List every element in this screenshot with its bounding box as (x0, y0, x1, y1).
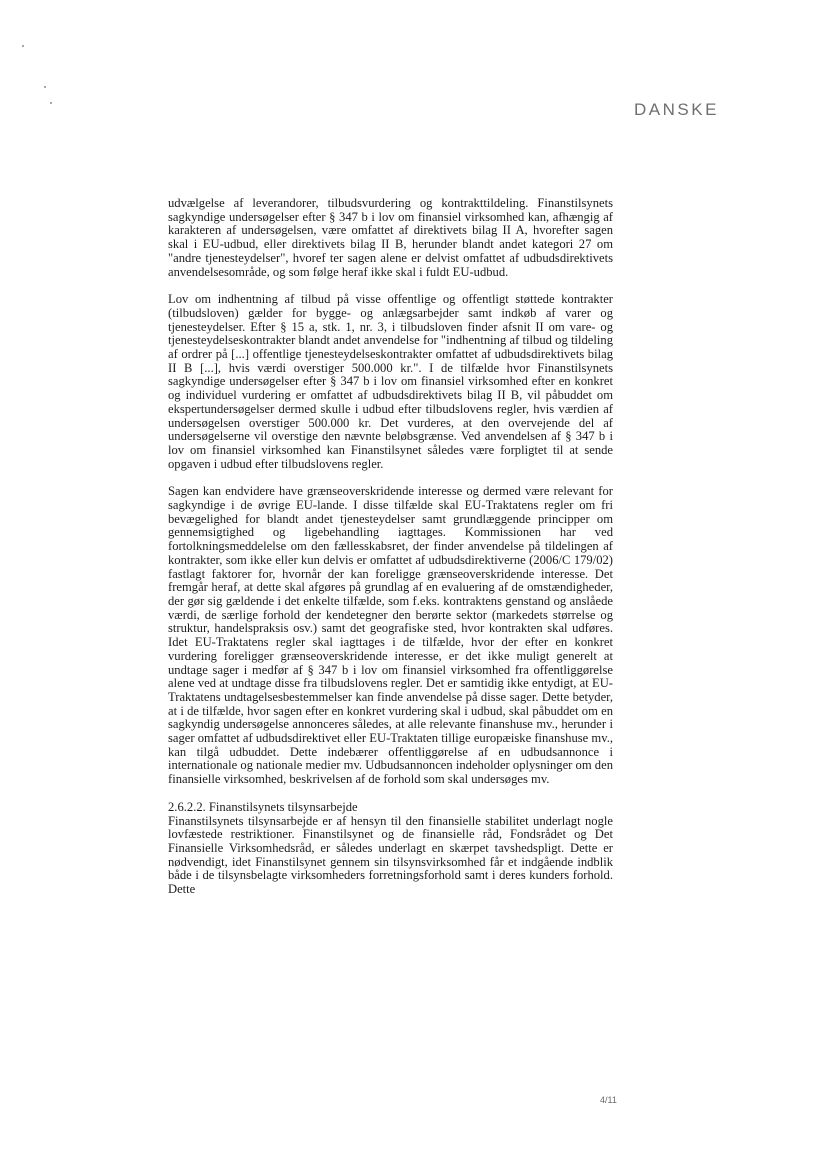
paragraph: udvælgelse af leverandorer, tilbudsvurdering og kontrakttildeling. Finanstilsynets sagkyndige undersøgelser efter § 347 b i lov om finansiel virksomhed kan, afhængig af karakteren af undersøgelsen, være omfattet af direktivets bilag II A, hvorefter sagen skal i EU-udbud, eller direktivets bilag II B, herunder blandt andet kategori 27 om "andre tjenesteydelser", hvoref ter sagen alene er delvist omfattet af udbudsdirektivets anvendelsesområde, og som følge heraf ikke skal i fuldt EU-udbud. (168, 196, 613, 279)
paragraph: Lov om indhentning af tilbud på visse offentlige og offentligt støttede kontrakter (tilbudsloven) gælder for bygge- og anlægsarbejder samt indkøb af varer og tjenesteydelser. Efter § 15 a, stk. 1, nr. 3, i tilbudsloven finder afsnit II om vare- og tjenesteydelseskontrakter blandt andet anvendelse for "indhentning af tilbud og tildeling af ordrer på [...] offentlige tjenesteydelseskontrakter omfattet af udbudsdirektivets bilag II B [...], hvis værdi overstiger 500.000 kr.". I de tilfælde hvor Finanstilsynets sagkyndige undersøgelser efter § 347 b i lov om finansiel virksomhed efter en konkret og individuel vurdering er omfattet af udbudsdirektivets bilag II B, vil påbuddet om ekspertundersøgelser dermed skulle i udbud efter tilbudslovens regler, hvis værdien af undersøgelsen overstiger 500.000 kr. Det vurderes, at den overvejende del af undersøgelserne vil overstige den nævnte beløbsgrænse. Ved anvendelsen af § 347 b i lov om finansiel virksomhed kan Finanstilsynet således være forpligtet til at sende opgaven i udbud efter tilbudslovens regler. (168, 292, 613, 471)
scan-speck (44, 86, 46, 88)
scan-speck (50, 102, 52, 104)
paragraph: Sagen kan endvidere have grænseoverskridende interesse og dermed være relevant for sagkyndige i de øvrige EU-lande. I disse tilfælde skal EU-Traktatens regler om fri bevægelighed for blandt andet tjenesteydelser samt grundlæggende principper om gennemsigtighed og ligebehandling iagttages. Kommissionen har ved fortolkningsmeddelelse om den fællesskabsret, der finder anvendelse på tildelingen af kontrakter, som ikke eller kun delvis er omfattet af udbudsdirektiverne (2006/C 179/02) fastlagt faktorer for, hvornår der kan foreligge grænseoverskridende interesse. Det fremgår heraf, at dette skal afgøres på grundlag af en evaluering af de omstændigheder, der gør sig gældende i det enkelte tilfælde, som f.eks. kontraktens genstand og anslåede værdi, de særlige forhold der kendetegner den berørte sektor (markedets størrelse og struktur, handelspraksis osv.) samt det geografiske sted, hvor kontrakten skal udføres. Idet EU-Traktatens regler skal iagttages i de tilfælde, hvor der efter en konkret vurdering foreligger grænseoverskridende interesse, er det ikke muligt generelt at undtage sager i medfør af § 347 b i lov om finansiel virksomhed fra offentliggørelse alene ved at undtage disse fra tilbudslovens regler. Det er samtidig ikke entydigt, at EU-Traktatens undtagelsesbestemmelser kan finde anvendelse på disse sager. Dette betyder, at i de tilfælde, hvor sagen efter en konkret vurdering skal i udbud, skal påbuddet om en sagkyndig undersøgelse annonceres således, at alle relevante finanshuse mv., herunder i sager omfattet af udbudsdirektivet eller EU-Traktaten tillige europæiske finanshuse mv., kan tilgå udbuddet. Dette indebærer offentliggørelse af en udbudsannonce i internationale og nationale medier mv. Udbudsannoncen indeholder oplysninger om den finansielle virksomhed, beskrivelsen af de forhold som skal undersøges mv. (168, 484, 613, 787)
brand-logo-text: DANSKE (634, 100, 719, 119)
scan-speck (22, 45, 24, 47)
document-body (168, 197, 613, 897)
paragraph: Finanstilsynets tilsynsarbejde er af hensyn til den finansielle stabilitet underlagt nogle lovfæstede restriktioner. Finanstilsynet og de finansielle råd, Fondsrådet og Det Finansielle Virksomhedsråd, er således underlagt en skærpet tavshedspligt. Dette er nødvendigt, idet Finanstilsynet gennem sin tilsynsvirksomhed får et indgående indblik både i de tilsynsbelagte virksomheders forretningsforhold samt i deres kunders forhold. Dette (168, 813, 613, 897)
section-heading: 2.6.2.2. Finanstilsynets tilsynsarbejde (168, 799, 358, 814)
page-number: 4/11 (600, 1095, 617, 1105)
